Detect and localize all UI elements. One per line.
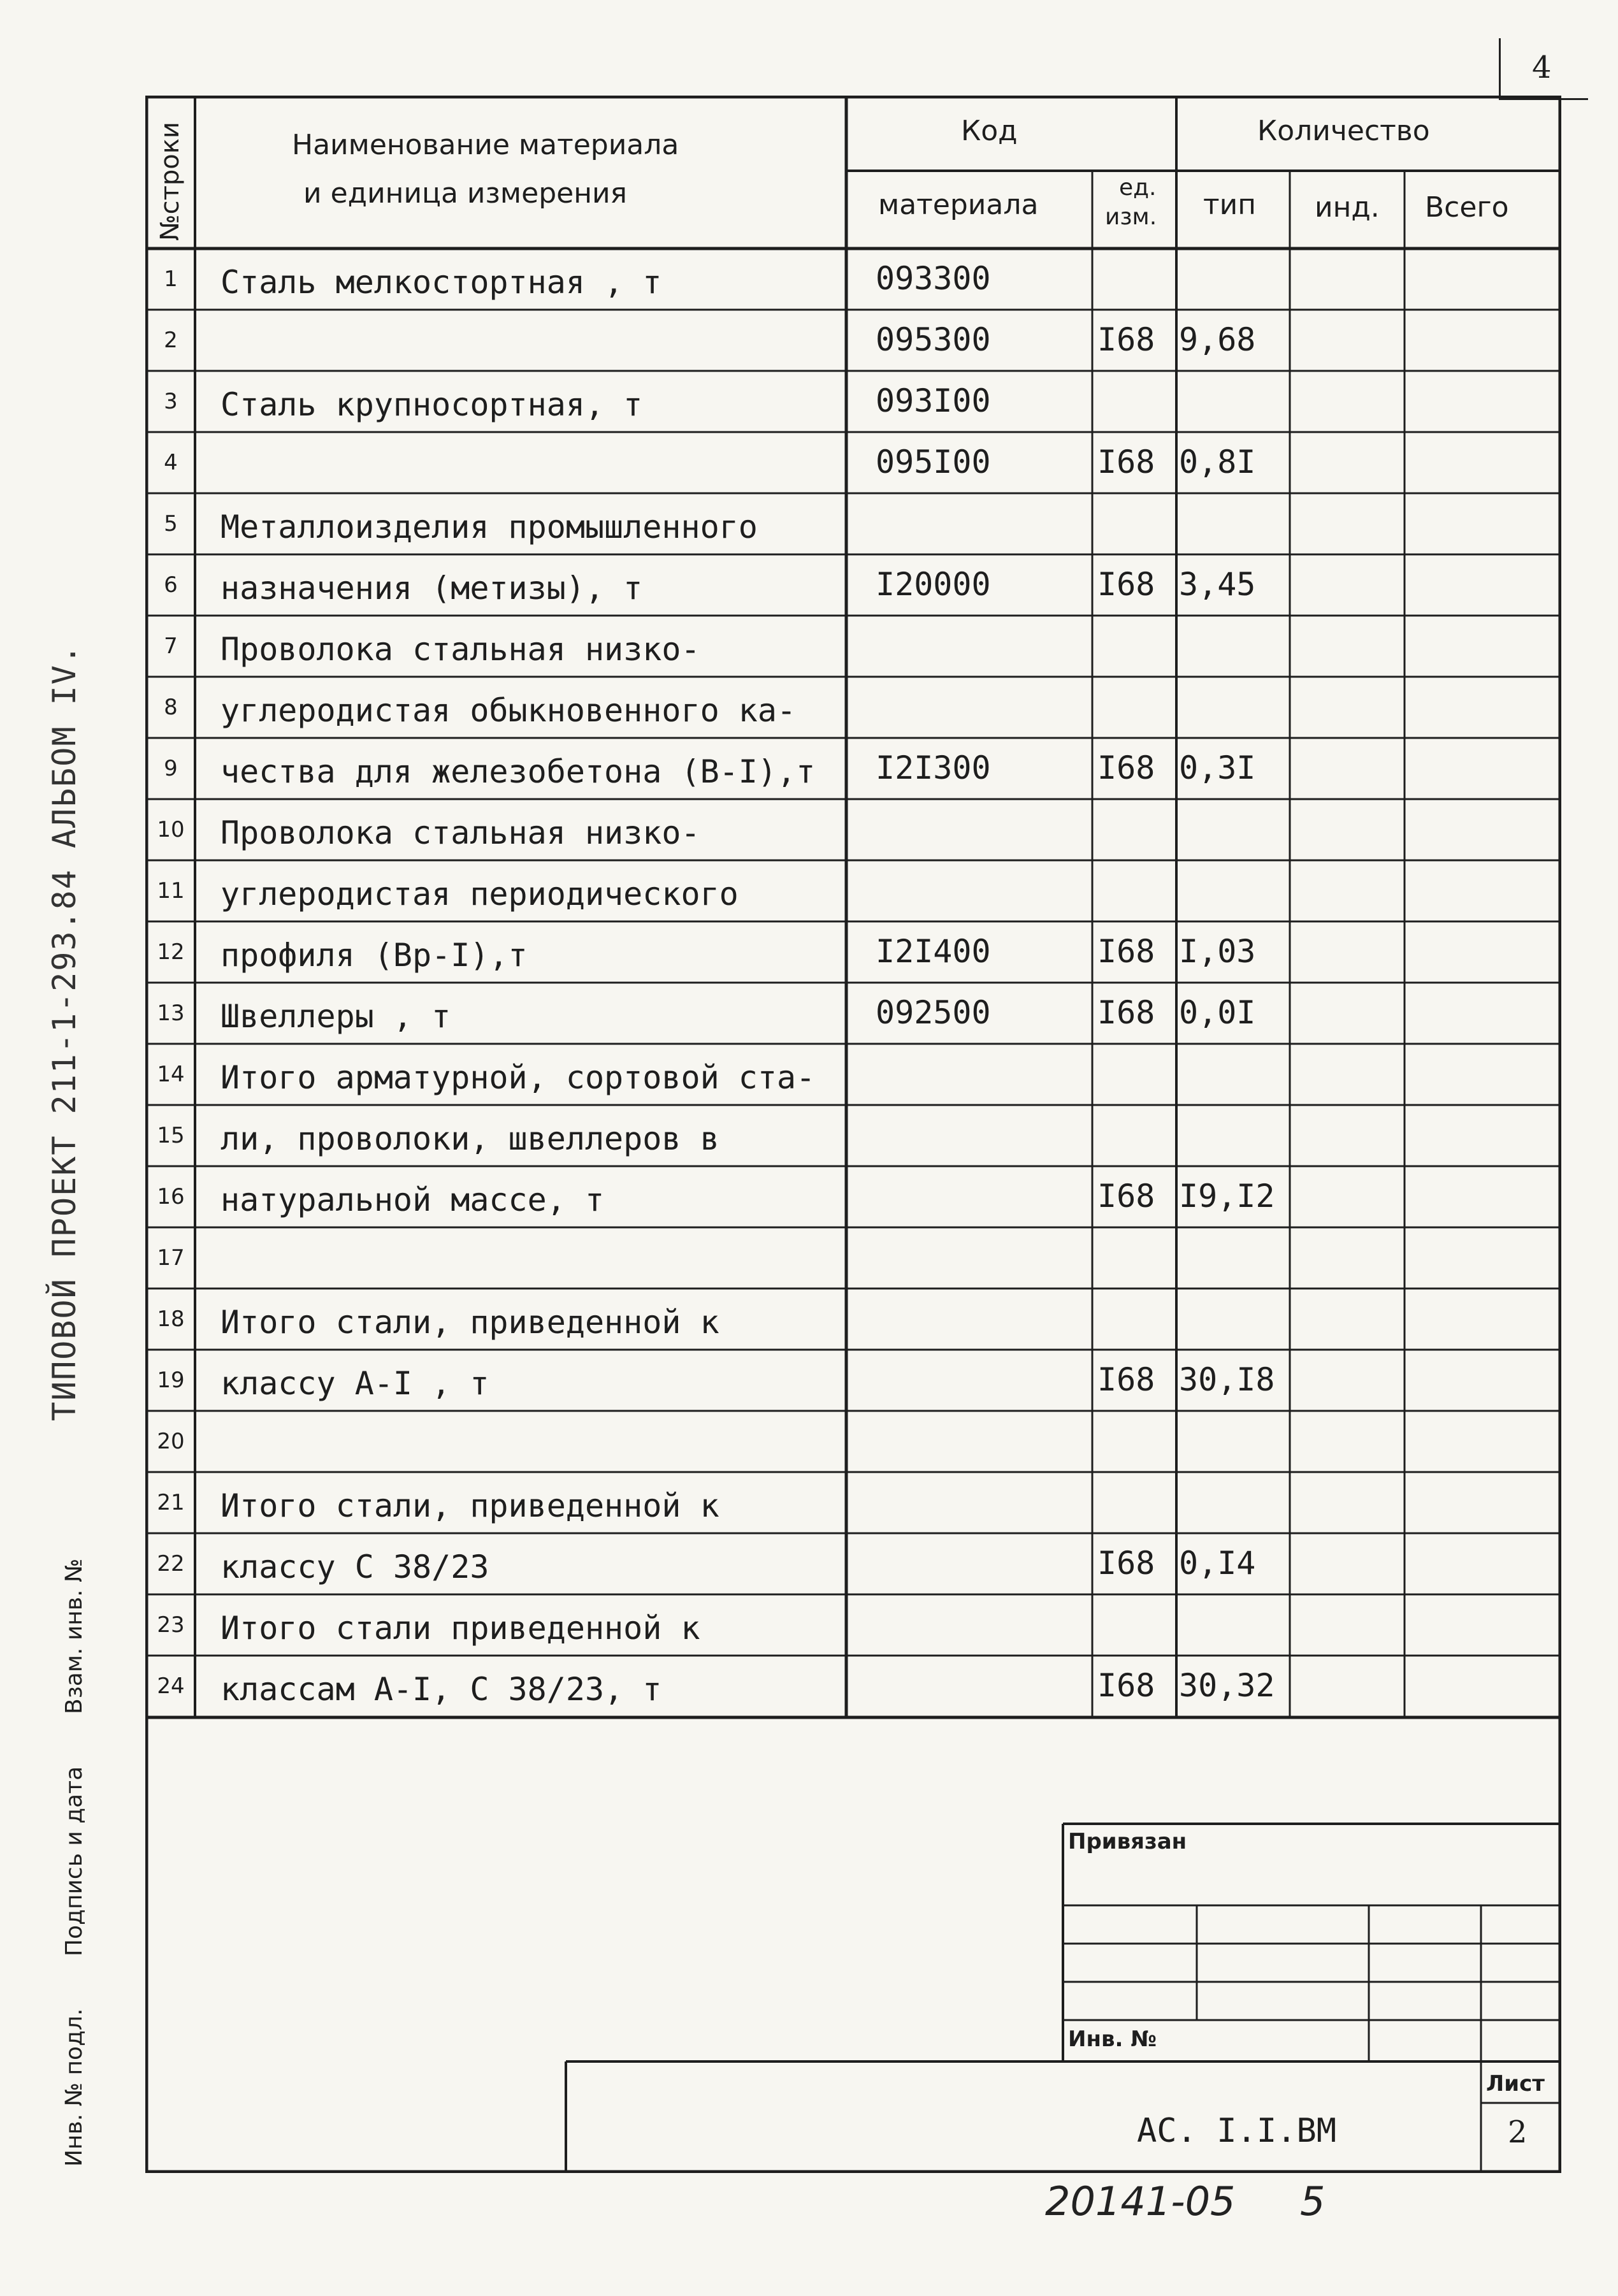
row-type: 3,45 bbox=[1179, 566, 1256, 603]
header-total: Всего bbox=[1425, 191, 1509, 224]
row-unit: I68 bbox=[1097, 1178, 1155, 1215]
row-type: 0,I4 bbox=[1179, 1545, 1256, 1582]
row-name: ли, проволоки, швеллеров в bbox=[220, 1120, 719, 1157]
row-number: 2 bbox=[164, 328, 178, 353]
table-row bbox=[145, 860, 1560, 921]
row-number: 20 bbox=[157, 1429, 185, 1454]
table-row bbox=[145, 616, 1560, 677]
stamp-designation: АС. I.I.ВМ bbox=[1137, 2112, 1337, 2150]
header-code: Код bbox=[961, 115, 1018, 147]
row-name: назначения (метизы), т bbox=[220, 570, 643, 607]
row-number: 1 bbox=[164, 266, 178, 292]
table-row bbox=[145, 371, 1560, 432]
row-name: классу С 38/23 bbox=[220, 1549, 489, 1585]
row-name: углеродистая периодического bbox=[220, 876, 739, 913]
side-title: ТИПОВОЙ ПРОЕКТ 211-1-293.84 АЛЬБОМ IV. bbox=[46, 644, 83, 1421]
row-code: I20000 bbox=[876, 566, 991, 603]
row-number: 10 bbox=[157, 817, 185, 842]
row-unit: I68 bbox=[1097, 444, 1155, 480]
margin-label-inv-podl: Инв. № подл. bbox=[61, 2008, 87, 2167]
row-type: 0,8I bbox=[1179, 444, 1256, 480]
table-row bbox=[145, 554, 1560, 616]
header-ind: инд. bbox=[1315, 191, 1380, 224]
row-number: 21 bbox=[157, 1490, 185, 1515]
row-code: 092500 bbox=[876, 994, 991, 1031]
stamp-privyazan: Привязан bbox=[1068, 1829, 1187, 1854]
stamp-list-label: Лист bbox=[1486, 2071, 1545, 2097]
header-quantity: Количество bbox=[1257, 115, 1430, 147]
row-unit: I68 bbox=[1097, 933, 1155, 970]
row-number: 13 bbox=[157, 1000, 185, 1026]
row-number: 16 bbox=[157, 1184, 185, 1209]
row-code: I2I400 bbox=[876, 933, 991, 970]
row-type: I9,I2 bbox=[1179, 1178, 1275, 1215]
row-code: 093300 bbox=[876, 260, 991, 297]
row-name: чества для железобетона (В-I),т bbox=[220, 753, 816, 790]
stamp-inv-no: Инв. № bbox=[1068, 2026, 1157, 2052]
table-row bbox=[145, 799, 1560, 860]
table-row bbox=[145, 1533, 1560, 1594]
row-type: 9,68 bbox=[1179, 321, 1256, 358]
row-number: 9 bbox=[164, 756, 178, 781]
table-row bbox=[145, 1166, 1560, 1227]
table-row bbox=[145, 983, 1560, 1044]
table-row bbox=[145, 1350, 1560, 1411]
table-row bbox=[145, 1656, 1560, 1717]
table-row bbox=[145, 738, 1560, 799]
row-name: Итого стали, приведенной к bbox=[220, 1487, 719, 1524]
row-type: 30,I8 bbox=[1179, 1361, 1275, 1398]
row-name: Проволока стальная низко- bbox=[220, 631, 700, 668]
row-name: Проволока стальная низко- bbox=[220, 814, 700, 851]
row-code: 095I00 bbox=[876, 444, 991, 480]
table-row bbox=[145, 249, 1560, 310]
row-name: Итого арматурной, сортовой ста- bbox=[220, 1059, 816, 1096]
row-unit: I68 bbox=[1097, 749, 1155, 786]
row-number: 17 bbox=[157, 1245, 185, 1271]
row-code: 093I00 bbox=[876, 382, 991, 419]
row-unit: I68 bbox=[1097, 994, 1155, 1031]
table-row bbox=[145, 1472, 1560, 1533]
header-unit-line1: ед. bbox=[1119, 175, 1157, 201]
row-type: 0,3I bbox=[1179, 749, 1256, 786]
row-name: натуральной массе, т bbox=[220, 1181, 605, 1218]
row-number: 4 bbox=[164, 450, 178, 475]
header-material: материала bbox=[878, 189, 1039, 221]
row-unit: I68 bbox=[1097, 1361, 1155, 1398]
row-unit: I68 bbox=[1097, 321, 1155, 358]
row-number: 6 bbox=[164, 572, 178, 598]
header-name-line2: и единица измерения bbox=[303, 177, 628, 210]
row-unit: I68 bbox=[1097, 1667, 1155, 1704]
row-type: 30,32 bbox=[1179, 1667, 1275, 1704]
row-name: Швеллеры , т bbox=[220, 998, 451, 1035]
row-name: Итого стали приведенной к bbox=[220, 1610, 700, 1647]
table-row bbox=[145, 921, 1560, 983]
row-number: 18 bbox=[157, 1306, 185, 1332]
row-name: профиля (Вр-I),т bbox=[220, 937, 528, 974]
row-name: классам А-I, С 38/23, т bbox=[220, 1671, 662, 1708]
header-type: тип bbox=[1203, 189, 1256, 221]
header-unit-line2: изм. bbox=[1105, 204, 1157, 230]
stamp-list-number: 2 bbox=[1508, 2114, 1528, 2150]
page-number: 4 bbox=[1532, 50, 1552, 85]
row-unit: I68 bbox=[1097, 566, 1155, 603]
row-name: классу А-I , т bbox=[220, 1365, 489, 1402]
row-number: 8 bbox=[164, 695, 178, 720]
row-number: 19 bbox=[157, 1368, 185, 1393]
row-number: 3 bbox=[164, 389, 178, 414]
row-number: 5 bbox=[164, 511, 178, 537]
table-row bbox=[145, 310, 1560, 371]
footer-page: 5 bbox=[1300, 2178, 1325, 2225]
row-number: 15 bbox=[157, 1123, 185, 1148]
table-row bbox=[145, 1105, 1560, 1166]
header-row-number: №строки bbox=[155, 122, 185, 241]
table-row bbox=[145, 1289, 1560, 1350]
row-code: I2I300 bbox=[876, 749, 991, 786]
header-name-line1: Наименование материала bbox=[292, 129, 679, 161]
row-number: 24 bbox=[157, 1673, 185, 1699]
table-row bbox=[145, 493, 1560, 554]
row-number: 23 bbox=[157, 1612, 185, 1638]
row-name: Итого стали, приведенной к bbox=[220, 1304, 719, 1341]
table-row bbox=[145, 677, 1560, 738]
table-row bbox=[145, 1227, 1560, 1289]
row-name: Металлоизделия промышленного bbox=[220, 509, 758, 545]
row-name: Сталь мелкостортная , т bbox=[220, 264, 662, 301]
table-row bbox=[145, 432, 1560, 493]
margin-label-podpis: Подпись и дата bbox=[61, 1766, 87, 1956]
footer-order-number: 20141-05 bbox=[1045, 2178, 1236, 2225]
row-number: 12 bbox=[157, 939, 185, 965]
table-row bbox=[145, 1411, 1560, 1472]
row-number: 14 bbox=[157, 1062, 185, 1087]
page-corner bbox=[1499, 38, 1588, 102]
table-row bbox=[145, 1044, 1560, 1105]
row-type: 0,0I bbox=[1179, 994, 1256, 1031]
row-type: I,03 bbox=[1179, 933, 1256, 970]
row-name: углеродистая обыкновенного ка- bbox=[220, 692, 797, 729]
row-number: 11 bbox=[157, 878, 185, 904]
row-code: 095300 bbox=[876, 321, 991, 358]
row-unit: I68 bbox=[1097, 1545, 1155, 1582]
margin-label-vzam: Взам. инв. № bbox=[61, 1558, 87, 1714]
row-number: 22 bbox=[157, 1551, 185, 1577]
row-number: 7 bbox=[164, 633, 178, 659]
row-name: Сталь крупносортная, т bbox=[220, 386, 643, 423]
table-row bbox=[145, 1594, 1560, 1656]
